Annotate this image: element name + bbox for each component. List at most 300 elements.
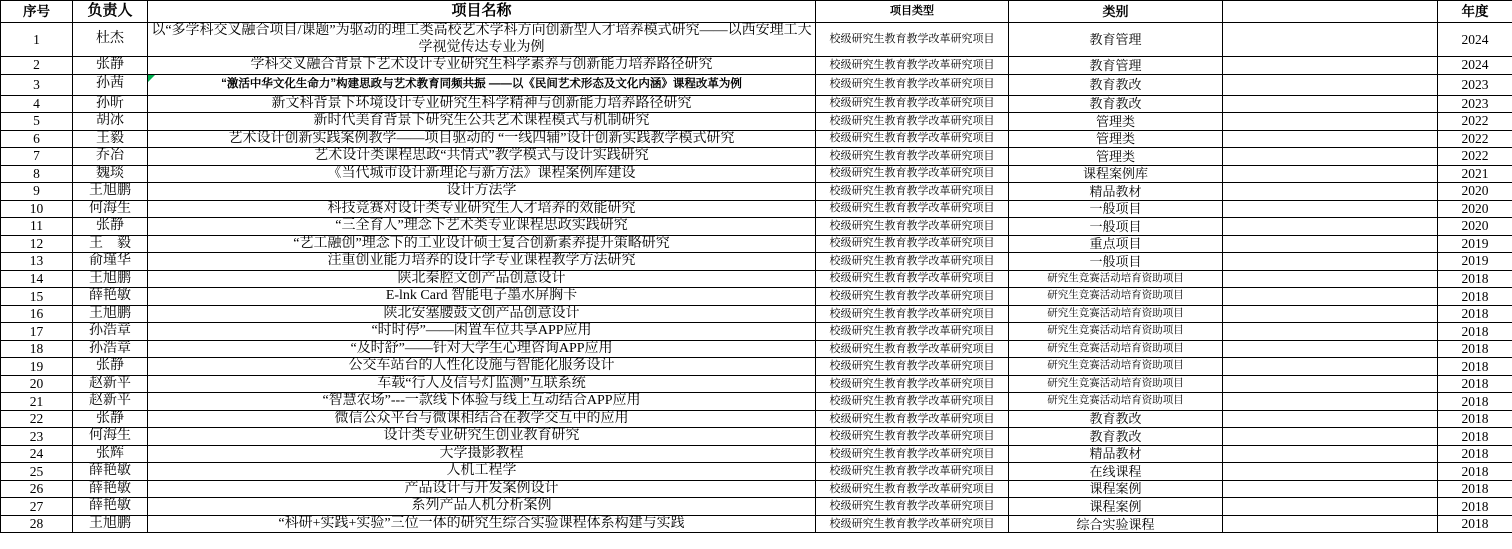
- column-header-type[interactable]: 项目类型: [816, 1, 1009, 23]
- cell-name[interactable]: [148, 358, 816, 376]
- cell-owner[interactable]: [73, 515, 148, 533]
- cell-name-text: 公交车站台的人性化设施与智能化服务设计: [348, 358, 615, 374]
- table-row: [1, 480, 1512, 498]
- cell-index-text: 27: [29, 498, 44, 514]
- cell-owner[interactable]: [73, 498, 148, 516]
- cell-category[interactable]: [1009, 113, 1223, 131]
- cell-year[interactable]: [1438, 74, 1512, 95]
- empty-cell[interactable]: [1223, 23, 1438, 57]
- table-row: [1, 323, 1512, 341]
- cell-year[interactable]: [1438, 113, 1512, 131]
- empty-cell[interactable]: [1223, 130, 1438, 148]
- column-header-owner[interactable]: 负责人: [73, 1, 148, 23]
- empty-cell[interactable]: [1223, 235, 1438, 253]
- empty-cell[interactable]: [1223, 375, 1438, 393]
- cell-type-text: 校级研究生教育教学改革研究项目: [829, 58, 995, 71]
- table-row: [1, 515, 1512, 533]
- cell-category-text: 一般项目: [1089, 218, 1142, 234]
- cell-type-text: 校级研究生教育教学改革研究项目: [829, 272, 995, 285]
- empty-cell[interactable]: [1223, 323, 1438, 341]
- cell-category[interactable]: [1009, 148, 1223, 166]
- cell-owner-text: 孙茜: [96, 76, 124, 92]
- empty-cell[interactable]: [1223, 358, 1438, 376]
- cell-owner[interactable]: [73, 463, 148, 481]
- cell-type[interactable]: [816, 410, 1009, 428]
- cell-name[interactable]: [148, 340, 816, 358]
- empty-cell[interactable]: [1223, 253, 1438, 271]
- cell-index[interactable]: [1, 270, 73, 288]
- cell-index[interactable]: [1, 463, 73, 481]
- cell-name[interactable]: [148, 113, 816, 131]
- table-row: [1, 410, 1512, 428]
- cell-category[interactable]: [1009, 253, 1223, 271]
- cell-name[interactable]: [148, 74, 816, 95]
- cell-year[interactable]: [1438, 463, 1512, 481]
- cell-category[interactable]: [1009, 375, 1223, 393]
- cell-type-text: 校级研究生教育教学改革研究项目: [829, 33, 995, 46]
- cell-year-text: 2019: [1461, 253, 1489, 269]
- cell-type-text: 校级研究生教育教学改革研究项目: [829, 219, 995, 232]
- cell-type[interactable]: [816, 288, 1009, 306]
- cell-index[interactable]: [1, 183, 73, 201]
- cell-name-text: 《当代城市设计新理论与新方法》课程案例库建设: [327, 165, 636, 181]
- cell-index-text: 14: [29, 271, 44, 286]
- cell-index-text: 25: [29, 463, 44, 479]
- cell-year[interactable]: [1438, 480, 1512, 498]
- cell-type[interactable]: [816, 74, 1009, 95]
- cell-type-text: 校级研究生教育教学改革研究项目: [829, 500, 995, 513]
- cell-type[interactable]: [816, 515, 1009, 533]
- empty-cell[interactable]: [1223, 200, 1438, 218]
- cell-owner[interactable]: [73, 218, 148, 236]
- cell-category[interactable]: [1009, 270, 1223, 288]
- cell-index-text: 24: [29, 446, 44, 462]
- cell-type[interactable]: [816, 445, 1009, 463]
- cell-category[interactable]: [1009, 323, 1223, 341]
- cell-type[interactable]: [816, 113, 1009, 131]
- cell-name[interactable]: [148, 57, 816, 75]
- cell-type[interactable]: [816, 148, 1009, 166]
- cell-type-text: 校级研究生教育教学改革研究项目: [829, 412, 995, 425]
- cell-category[interactable]: [1009, 288, 1223, 306]
- cell-year[interactable]: [1438, 148, 1512, 166]
- cell-name[interactable]: [148, 95, 816, 113]
- cell-name[interactable]: [148, 393, 816, 411]
- cell-year[interactable]: [1438, 95, 1512, 113]
- cell-type-text: 校级研究生教育教学改革研究项目: [829, 289, 995, 302]
- cell-year-text: 2024: [1461, 57, 1489, 73]
- cell-year-text: 2020: [1461, 218, 1489, 234]
- empty-cell[interactable]: [1223, 498, 1438, 516]
- cell-year-text: 2022: [1461, 148, 1489, 164]
- cell-owner[interactable]: [73, 200, 148, 218]
- cell-index[interactable]: [1, 235, 73, 253]
- cell-type-text: 校级研究生教育教学改革研究项目: [829, 360, 995, 373]
- cell-year-text: 2018: [1461, 306, 1489, 322]
- cell-year[interactable]: [1438, 305, 1512, 323]
- cell-index-text: 21: [29, 393, 44, 409]
- cell-name-text: 新文科背景下环境设计专业研究生科学精神与创新能力培养路径研究: [271, 95, 692, 111]
- cell-category-text: 综合实验课程: [1076, 516, 1155, 532]
- cell-owner[interactable]: [73, 358, 148, 376]
- cell-owner-text: 何海生: [89, 200, 131, 216]
- cell-index-text: 20: [29, 376, 44, 392]
- empty-cell[interactable]: [1223, 428, 1438, 446]
- cell-category[interactable]: [1009, 200, 1223, 218]
- cell-category[interactable]: [1009, 358, 1223, 376]
- cell-index-text: 6: [33, 130, 40, 146]
- column-header-category[interactable]: 类别: [1009, 1, 1223, 23]
- cell-year[interactable]: [1438, 410, 1512, 428]
- cell-owner-text: 胡冰: [96, 113, 124, 129]
- cell-name-text: 陕北秦腔文创产品创意设计: [397, 270, 566, 286]
- cell-name[interactable]: [148, 515, 816, 533]
- cell-type[interactable]: [816, 270, 1009, 288]
- table-row: [1, 23, 1512, 57]
- cell-index[interactable]: [1, 288, 73, 306]
- cell-type[interactable]: [816, 183, 1009, 201]
- column-header-year[interactable]: 年度: [1438, 1, 1512, 23]
- cell-owner[interactable]: [73, 235, 148, 253]
- cell-year-text: 2018: [1461, 411, 1489, 427]
- cell-name[interactable]: [148, 165, 816, 183]
- cell-year[interactable]: [1438, 445, 1512, 463]
- cell-owner[interactable]: [73, 148, 148, 166]
- cell-year-text: 2021: [1461, 165, 1489, 181]
- cell-type[interactable]: [816, 393, 1009, 411]
- cell-year[interactable]: [1438, 340, 1512, 358]
- cell-owner[interactable]: [73, 74, 148, 95]
- cell-type-text: 校级研究生教育教学改革研究项目: [829, 430, 995, 443]
- cell-category[interactable]: [1009, 305, 1223, 323]
- cell-index[interactable]: [1, 113, 73, 131]
- empty-cell[interactable]: [1223, 480, 1438, 498]
- empty-cell[interactable]: [1223, 113, 1438, 131]
- cell-category-text: 教育管理: [1089, 57, 1142, 73]
- cell-owner[interactable]: [73, 445, 148, 463]
- cell-type[interactable]: [816, 358, 1009, 376]
- table-row: [1, 463, 1512, 481]
- empty-cell[interactable]: [1223, 218, 1438, 236]
- cell-owner[interactable]: [73, 480, 148, 498]
- cell-index-text: 18: [29, 341, 44, 357]
- table-row: [1, 57, 1512, 75]
- cell-index[interactable]: [1, 57, 73, 75]
- cell-category-text: 研究生竞赛活动培育资助项目: [1047, 307, 1184, 319]
- cell-type-text: 校级研究生教育教学改革研究项目: [829, 465, 995, 478]
- cell-owner-text: 薛艳敏: [89, 498, 131, 514]
- cell-category[interactable]: [1009, 410, 1223, 428]
- cell-index-text: 26: [29, 481, 44, 497]
- cell-index[interactable]: [1, 74, 73, 95]
- cell-name[interactable]: [148, 218, 816, 236]
- empty-cell[interactable]: [1223, 74, 1438, 95]
- cell-owner[interactable]: [73, 410, 148, 428]
- cell-type[interactable]: [816, 305, 1009, 323]
- cell-owner-text: 何海生: [89, 428, 131, 444]
- cell-name[interactable]: [148, 183, 816, 201]
- empty-cell[interactable]: [1223, 288, 1438, 306]
- empty-cell[interactable]: [1223, 445, 1438, 463]
- cell-type[interactable]: [816, 57, 1009, 75]
- cell-type[interactable]: [816, 375, 1009, 393]
- cell-year-text: 2018: [1461, 323, 1489, 339]
- cell-type[interactable]: [816, 480, 1009, 498]
- cell-year[interactable]: [1438, 253, 1512, 271]
- cell-name[interactable]: [148, 428, 816, 446]
- cell-category[interactable]: [1009, 393, 1223, 411]
- cell-category[interactable]: [1009, 340, 1223, 358]
- cell-name-text: 车载“行人及信号灯监测”互联系统: [377, 375, 586, 391]
- cell-owner-text: 张静: [96, 410, 124, 426]
- cell-owner[interactable]: [73, 113, 148, 131]
- cell-type-text: 校级研究生教育教学改革研究项目: [829, 184, 995, 197]
- cell-year-text: 2020: [1461, 200, 1489, 216]
- cell-name-text: “艺工融创”理念下的工业设计硕士复合创新素养提升策略研究: [293, 235, 670, 251]
- cell-category-text: 管理类: [1095, 148, 1135, 164]
- cell-year-text: 2020: [1461, 183, 1489, 199]
- cell-year-text: 2023: [1461, 95, 1489, 111]
- cell-index[interactable]: [1, 200, 73, 218]
- cell-category-text: 教育教改: [1089, 428, 1142, 444]
- cell-index[interactable]: [1, 218, 73, 236]
- cell-index[interactable]: [1, 130, 73, 148]
- cell-year[interactable]: [1438, 270, 1512, 288]
- cell-owner[interactable]: [73, 428, 148, 446]
- cell-index[interactable]: [1, 95, 73, 113]
- cell-index-text: 2: [33, 57, 40, 73]
- cell-owner-text: 张辉: [96, 445, 124, 461]
- empty-cell[interactable]: [1223, 95, 1438, 113]
- cell-owner-text: 魏琰: [96, 165, 124, 181]
- cell-category[interactable]: [1009, 428, 1223, 446]
- cell-index[interactable]: [1, 445, 73, 463]
- cell-index-text: 10: [29, 200, 44, 216]
- cell-name-text: “时时停”——闲置车位共享APP应用: [371, 323, 592, 339]
- cell-index[interactable]: [1, 340, 73, 358]
- cell-type[interactable]: [816, 200, 1009, 218]
- cell-index[interactable]: [1, 498, 73, 516]
- cell-name[interactable]: [148, 270, 816, 288]
- cell-type[interactable]: [816, 463, 1009, 481]
- cell-index[interactable]: [1, 515, 73, 533]
- column-header-name[interactable]: 项目名称: [148, 1, 816, 23]
- cell-index[interactable]: [1, 148, 73, 166]
- cell-owner[interactable]: [73, 270, 148, 288]
- cell-name[interactable]: [148, 288, 816, 306]
- cell-owner[interactable]: [73, 95, 148, 113]
- cell-owner-text: 赵新平: [89, 393, 131, 409]
- cell-index-text: 11: [30, 218, 43, 234]
- cell-owner-text: 张静: [96, 358, 124, 374]
- cell-name-text: 科技竞赛对设计类专业研究生人才培养的效能研究: [327, 200, 636, 216]
- cell-type[interactable]: [816, 235, 1009, 253]
- cell-category[interactable]: [1009, 445, 1223, 463]
- cell-index[interactable]: [1, 23, 73, 57]
- cell-category-text: 一般项目: [1089, 201, 1142, 217]
- cell-year[interactable]: [1438, 235, 1512, 253]
- empty-cell[interactable]: [1223, 410, 1438, 428]
- cell-name[interactable]: [148, 305, 816, 323]
- cell-owner[interactable]: [73, 375, 148, 393]
- empty-cell[interactable]: [1223, 165, 1438, 183]
- empty-cell[interactable]: [1223, 515, 1438, 533]
- cell-year[interactable]: [1438, 23, 1512, 57]
- cell-owner[interactable]: [73, 130, 148, 148]
- empty-cell[interactable]: [1223, 340, 1438, 358]
- table-row: [1, 130, 1512, 148]
- cell-year[interactable]: [1438, 183, 1512, 201]
- cell-year[interactable]: [1438, 130, 1512, 148]
- table-row: [1, 340, 1512, 358]
- cell-year[interactable]: [1438, 288, 1512, 306]
- cell-index[interactable]: [1, 480, 73, 498]
- cell-owner[interactable]: [73, 393, 148, 411]
- cell-year[interactable]: [1438, 498, 1512, 516]
- cell-year[interactable]: [1438, 358, 1512, 376]
- cell-category[interactable]: [1009, 74, 1223, 95]
- cell-type[interactable]: [816, 130, 1009, 148]
- table-row: [1, 218, 1512, 236]
- empty-cell[interactable]: [1223, 270, 1438, 288]
- cell-year[interactable]: [1438, 57, 1512, 75]
- column-header-index[interactable]: 序号: [1, 1, 73, 23]
- cell-category[interactable]: [1009, 463, 1223, 481]
- cell-name[interactable]: [148, 375, 816, 393]
- cell-owner[interactable]: [73, 23, 148, 57]
- cell-index-text: 9: [33, 183, 40, 199]
- cell-year[interactable]: [1438, 393, 1512, 411]
- column-header-empty[interactable]: [1223, 1, 1438, 23]
- cell-category-text: 教育管理: [1089, 31, 1142, 47]
- cell-name[interactable]: [148, 480, 816, 498]
- cell-index-text: 28: [29, 516, 44, 532]
- cell-type[interactable]: [816, 95, 1009, 113]
- cell-type[interactable]: [816, 498, 1009, 516]
- cell-category[interactable]: [1009, 235, 1223, 253]
- cell-owner[interactable]: [73, 340, 148, 358]
- cell-index[interactable]: [1, 375, 73, 393]
- cell-year[interactable]: [1438, 200, 1512, 218]
- cell-owner[interactable]: [73, 305, 148, 323]
- cell-type[interactable]: [816, 23, 1009, 57]
- cell-name[interactable]: [148, 323, 816, 341]
- empty-cell[interactable]: [1223, 393, 1438, 411]
- cell-name-text: 微信公众平台与微课相结合在教学交互中的应用: [334, 410, 629, 426]
- cell-category-text: 研究生竞赛活动培育资助项目: [1047, 377, 1184, 389]
- cell-index[interactable]: [1, 410, 73, 428]
- cell-name[interactable]: [148, 410, 816, 428]
- table-row: [1, 358, 1512, 376]
- cell-name[interactable]: [148, 148, 816, 166]
- cell-index-text: 3: [33, 76, 40, 92]
- cell-name[interactable]: [148, 498, 816, 516]
- cell-index[interactable]: [1, 165, 73, 183]
- cell-type[interactable]: [816, 218, 1009, 236]
- cell-category-text: 在线课程: [1089, 463, 1142, 479]
- cell-owner-text: 俞瑾华: [89, 253, 131, 269]
- cell-year-text: 2018: [1461, 376, 1489, 392]
- empty-cell[interactable]: [1223, 57, 1438, 75]
- cell-owner[interactable]: [73, 183, 148, 201]
- cell-index[interactable]: [1, 323, 73, 341]
- cell-owner-text: 孙浩章: [89, 340, 131, 356]
- cell-year[interactable]: [1438, 375, 1512, 393]
- cell-type[interactable]: [816, 428, 1009, 446]
- cell-name[interactable]: [148, 253, 816, 271]
- cell-name-text: 设计方法学: [446, 183, 517, 199]
- cell-category[interactable]: [1009, 515, 1223, 533]
- cell-type[interactable]: [816, 340, 1009, 358]
- empty-cell[interactable]: [1223, 463, 1438, 481]
- cell-category[interactable]: [1009, 498, 1223, 516]
- cell-name-text: “激活中华文化生命力”构建思政与艺术教育同频共振 ——以《民间艺术形态及文化内涵》课程改革为例: [221, 77, 742, 90]
- cell-type-text: 校级研究生教育教学改革研究项目: [829, 447, 995, 460]
- cell-type[interactable]: [816, 253, 1009, 271]
- table-row: [1, 74, 1512, 95]
- cell-name[interactable]: [148, 200, 816, 218]
- cell-owner[interactable]: [73, 57, 148, 75]
- cell-category-text: 研究生竞赛活动培育资助项目: [1047, 272, 1184, 284]
- empty-cell[interactable]: [1223, 305, 1438, 323]
- cell-category-text: 研究生竞赛活动培育资助项目: [1047, 360, 1184, 372]
- cell-year-text: 2018: [1461, 341, 1489, 357]
- cell-category[interactable]: [1009, 480, 1223, 498]
- table-row: [1, 305, 1512, 323]
- cell-owner[interactable]: [73, 165, 148, 183]
- cell-category[interactable]: [1009, 165, 1223, 183]
- cell-index[interactable]: [1, 253, 73, 271]
- empty-cell[interactable]: [1223, 183, 1438, 201]
- cell-index[interactable]: [1, 393, 73, 411]
- cell-owner[interactable]: [73, 323, 148, 341]
- table-row: [1, 148, 1512, 166]
- empty-cell[interactable]: [1223, 148, 1438, 166]
- cell-year[interactable]: [1438, 218, 1512, 236]
- cell-name-text: “三全育人”理念下艺术类专业课程思政实践研究: [335, 218, 628, 234]
- table-row: [1, 200, 1512, 218]
- cell-index[interactable]: [1, 428, 73, 446]
- cell-category[interactable]: [1009, 183, 1223, 201]
- cell-name[interactable]: [148, 463, 816, 481]
- cell-category[interactable]: [1009, 218, 1223, 236]
- cell-owner[interactable]: [73, 288, 148, 306]
- cell-name[interactable]: [148, 23, 816, 57]
- cell-category[interactable]: [1009, 95, 1223, 113]
- cell-index-text: 5: [33, 113, 40, 129]
- cell-owner[interactable]: [73, 253, 148, 271]
- cell-year[interactable]: [1438, 428, 1512, 446]
- cell-name-text: “智慧农场”---一款线下体验与线上互动结合APP应用: [322, 393, 641, 409]
- cell-name[interactable]: [148, 235, 816, 253]
- cell-category[interactable]: [1009, 57, 1223, 75]
- cell-category[interactable]: [1009, 23, 1223, 57]
- cell-year[interactable]: [1438, 323, 1512, 341]
- cell-year[interactable]: [1438, 165, 1512, 183]
- cell-name[interactable]: [148, 130, 816, 148]
- cell-index-text: 23: [29, 428, 44, 444]
- cell-year-text: 2022: [1461, 113, 1489, 129]
- cell-type[interactable]: [816, 165, 1009, 183]
- cell-category[interactable]: [1009, 130, 1223, 148]
- cell-name[interactable]: [148, 445, 816, 463]
- cell-owner-text: 王旭鹏: [89, 270, 131, 286]
- table-body: [1, 23, 1512, 533]
- cell-year[interactable]: [1438, 515, 1512, 533]
- cell-index[interactable]: [1, 305, 73, 323]
- cell-type[interactable]: [816, 323, 1009, 341]
- cell-index[interactable]: [1, 358, 73, 376]
